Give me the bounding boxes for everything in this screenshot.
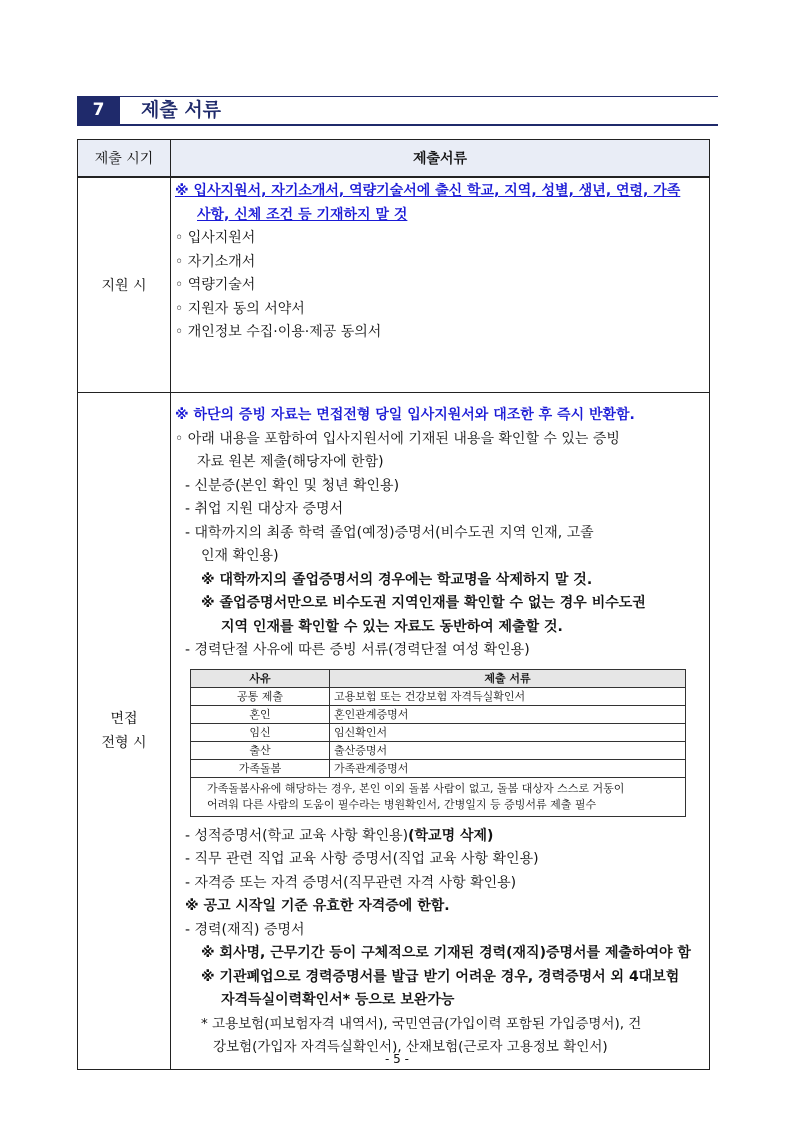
career-note2-line1: ※ 기관폐업으로 경력증명서를 발급 받기 어려운 경우, 경력증명서 외 4대보험	[201, 968, 680, 985]
transcript-text: - 성적증명서(학교 교육 사항 확인용)	[185, 827, 409, 844]
section-header	[77, 96, 718, 126]
interview-notice: ※ 하단의 증빙 자료는 면접전형 당일 입사지원서와 대조한 후 즉시 반환함.	[175, 407, 635, 423]
insurance-line2: 강보험(가입자 자격득실확인서), 산재보험(근로자 고용정보 확인서)	[213, 1039, 608, 1055]
inner-header-reason: 사유	[191, 669, 330, 687]
header-docs: 제출서류	[171, 140, 710, 178]
interview-label-line1: 면접	[110, 711, 138, 727]
cert-note: ※ 공고 시작일 기준 유효한 자격증에 한함.	[185, 898, 450, 914]
grad-doc-line1: - 대학까지의 최종 학력 졸업(예정)증명서(비수도권 지역 인재, 고졸	[185, 524, 594, 541]
inner-reason: 공통 제출	[191, 687, 330, 705]
grad-note1: ※ 대학까지의 졸업증명서의 경우에는 학교명을 삭제하지 말 것.	[201, 571, 593, 588]
apply-item: ◦ 입사지원서	[175, 230, 256, 246]
apply-item: ◦ 자기소개서	[175, 253, 256, 270]
apply-notice-line2: 사항, 신체 조건 등 기재하지 말 것	[197, 206, 408, 223]
inner-note-row	[191, 777, 686, 816]
documents-table	[77, 139, 710, 1070]
table-header-row	[78, 140, 710, 178]
inner-note-line2: 어려워 다른 사람의 도움이 필수라는 병원확인서, 간병일지 등 증빙서류 제출 필수	[207, 797, 597, 811]
section-title: 제출 서류	[141, 99, 222, 121]
table-row	[191, 723, 686, 741]
id-doc: - 신분증(본인 확인 및 청년 확인용)	[185, 477, 400, 494]
interview-intro-line2: 자료 원본 제출(해당자에 한함)	[197, 454, 384, 470]
grad-note2-line1: ※ 졸업증명서만으로 비수도권 지역인재를 확인할 수 없는 경우 비수도권	[201, 595, 646, 611]
section-bottom-rule	[77, 124, 718, 126]
apply-item: ◦ 역량기술서	[175, 277, 256, 293]
apply-label: 지원 시	[78, 177, 171, 393]
inner-doc: 임신확인서	[330, 723, 686, 741]
inner-doc: 출산증명서	[330, 741, 686, 759]
inner-note-line1: 가족돌봄사유에 해당하는 경우, 본인 이외 돌봄 사람이 없고, 돌봄 대상자 스스로 거동이	[207, 781, 625, 795]
apply-notice-line1: ※ 입사지원서, 자기소개서, 역량기술서에 출신 학교, 지역, 성별, 생년, 연령, 가족	[175, 183, 681, 199]
interview-docs	[171, 393, 710, 1070]
interview-label	[78, 393, 171, 1070]
apply-item: ◦ 지원자 동의 서약서	[175, 300, 305, 317]
table-row	[191, 705, 686, 723]
inner-doc: 혼인관계증명서	[330, 705, 686, 723]
career-note1: ※ 회사명, 근무기간 등이 구체적으로 기재된 경력(재직)증명서를 제출하여야 함	[201, 945, 691, 961]
cert-doc: - 자격증 또는 자격 증명서(직무관련 자격 사항 확인용)	[185, 874, 517, 891]
career-break-doc: - 경력단절 사유에 따른 증빙 서류(경력단절 여성 확인용)	[185, 642, 530, 658]
inner-reason: 임신	[191, 723, 330, 741]
inner-reason: 혼인	[191, 705, 330, 723]
job-edu-doc: - 직무 관련 직업 교육 사항 증명서(직업 교육 사항 확인용)	[185, 851, 539, 867]
inner-header-row	[191, 669, 686, 687]
interview-row	[78, 393, 710, 1070]
interview-label-line2: 전형 시	[101, 735, 147, 751]
apply-item: ◦ 개인정보 수집·이용·제공 동의서	[175, 324, 382, 340]
table-row	[191, 741, 686, 759]
inner-note	[191, 777, 686, 816]
apply-row	[78, 177, 710, 393]
career-break-table	[190, 669, 686, 817]
transcript-bold: (학교명 삭제)	[408, 827, 494, 844]
apply-docs	[171, 177, 710, 393]
career-note2-line2: 자격득실이력확인서* 등으로 보완가능	[221, 992, 455, 1008]
insurance-line1: * 고용보험(피보험자격 내역서), 국민연금(가입이력 포함된 가입증명서), 건	[201, 1015, 642, 1032]
header-time: 제출 시기	[78, 140, 171, 178]
inner-header-docs: 제출 서류	[330, 669, 686, 687]
grad-note2-line2: 지역 인재를 확인할 수 있는 자료도 동반하여 제출할 것.	[221, 618, 563, 635]
inner-doc: 가족관계증명서	[330, 759, 686, 777]
support-doc: - 취업 지원 대상자 증명서	[185, 501, 344, 517]
section-number: 7	[77, 96, 120, 124]
inner-reason: 출산	[191, 741, 330, 759]
grad-doc-line2: 인재 확인용)	[201, 548, 279, 564]
transcript-doc	[175, 825, 709, 849]
table-row	[191, 687, 686, 705]
inner-doc: 고용보험 또는 건강보험 자격득실확인서	[330, 687, 686, 705]
page-number: - 5 -	[385, 1052, 409, 1066]
table-row	[191, 759, 686, 777]
interview-intro-line1: ◦ 아래 내용을 포함하여 입사지원서에 기재된 내용을 확인할 수 있는 증빙	[175, 430, 620, 447]
career-doc: - 경력(재직) 증명서	[185, 921, 305, 938]
inner-reason: 가족돌봄	[191, 759, 330, 777]
